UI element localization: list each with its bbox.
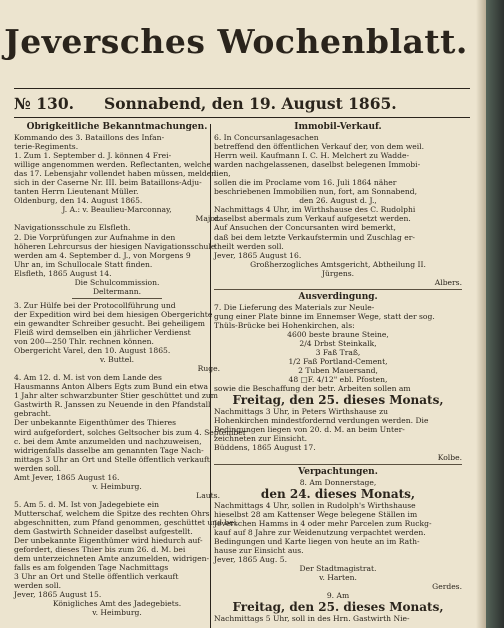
section-heading: Obrigkeitliche Bekanntmachungen. (26, 122, 208, 132)
text-line: Jever, 1865 August 15. (14, 590, 102, 600)
section-heading: Immobil-Verkauf. (294, 122, 382, 132)
text-line: 1. Zum 1. September d. J. können 4 Frei- (14, 151, 172, 161)
section-heading: Ausverdingung. (298, 291, 378, 302)
text-line: daselbst abermals zum Verkauf aufgesetzt werden. (214, 214, 411, 224)
section-heading: Verpachtungen. (298, 466, 378, 477)
text-line: Hohenkirchen mindestfordernd verdungen werden. Die (214, 416, 429, 426)
text-line: Obergericht Varel, den 10. August 1865. (14, 346, 171, 356)
text-line: Deltermann. (92, 286, 142, 296)
date-highlight: Freitag, den 25. dieses Monats, (232, 393, 444, 408)
text-line: 3 Uhr an Ort und Stelle öffentlich verkauft (14, 572, 179, 582)
text-line: Hausmanns Anton Albers Egts zum Bund ein etwa (14, 382, 208, 392)
text-line: Der unbekannte Eigenthümer wird hiedurch auf- (14, 536, 203, 546)
text-line: gung einer Plate binne im Ennemser Wege, statt der sog. (214, 311, 435, 321)
date-highlight: Freitag, den 25. dieses Monats, (232, 600, 444, 615)
text-line: Gerdes. (432, 582, 462, 592)
text-line: Nachmittags 5 Uhr, soll in des Hrn. Gastwirth Nie- (214, 614, 410, 624)
text-line: Der Stadtmagistrat. (299, 563, 377, 573)
text-line: werden soll. (14, 463, 62, 473)
text-line: gebracht. (14, 409, 51, 419)
text-line: Nachmittags 4 Uhr, sollen in Rudolph's Wirthshause (214, 500, 416, 510)
text-line: wird aufgefordert, solches Geltsocher bis zum 4. September (14, 427, 247, 437)
text-line: Thüls-Brücke bei Hohenkirchen, als: (214, 320, 355, 330)
text-line: Lauts. (196, 490, 220, 500)
text-line: v. Heimburg. (92, 608, 142, 618)
text-line: Navigationsschule zu Elsfleth. (14, 223, 131, 233)
text-line: Mutterschaf, welchem die Spitze des rechten Ohrs (14, 508, 210, 518)
text-line: Herrn weil. Kaufmann I. C. H. Melchert zu Wadde- (214, 151, 410, 161)
text-line: Jever, 1865 August 16. (214, 250, 302, 260)
text-line: Uhr an, im Schullocale Statt finden. (14, 259, 153, 269)
text-line: theilt werden soll. (214, 241, 284, 251)
text-line: tanten Herrn Lieutenant Müller. (14, 187, 139, 197)
text-line: widrigenfalls dasselbe am genannten Tage Nach- (14, 445, 204, 455)
text-line: 4. Am 12. d. M. ist von dem Lande des (14, 373, 162, 383)
masthead-title: Jeversches Wochenblatt. (4, 22, 468, 61)
text-line: dem Gastwirth Schneider daselbst aufgestellt. (14, 527, 193, 537)
text-line: kauf auf 8 Jahre zur Weidenutzung verpachtet werden. (214, 527, 426, 537)
page-edge-shadow (476, 0, 486, 628)
text-line: 3. Zur Hülfe bei der Protocollführung und (14, 300, 176, 310)
text-line: Major. (195, 214, 220, 224)
date-highlight: den 24. dieses Monats, (260, 486, 416, 501)
text-line: Nachmittags 4 Uhr, im Wirthshause des C. Rudolphi (214, 205, 416, 215)
text-line: Bedingungen und Karte liegen von heute an im Rath- (214, 536, 420, 546)
text-line: v. Harten. (319, 572, 357, 582)
text-line: sollen die im Proclame vom 16. Juli 1864 näher (214, 178, 397, 188)
text-line: terie-Regiments. (14, 142, 79, 152)
text-line: 48 □F. 4/12" ebl. Pfosten, (288, 375, 388, 385)
text-line: 2/4 Drbst Steinkalk, (299, 338, 377, 348)
right-column (214, 122, 462, 628)
text-line: Kommando des 3. Bataillons des Infan- (14, 133, 165, 142)
text-line: 1 Jahr alter schwarzbunter Stier geschüttet und zum (14, 391, 218, 401)
text-line: 5. Am 5. d. M. Ist von Jadegebiete ein (14, 499, 160, 509)
text-line: Jever, 1865 Aug. 5. (214, 554, 287, 564)
issue-number: № 130. (14, 94, 74, 113)
text-line: Die Schulcommission. (74, 277, 160, 287)
text-line: willige angenommen werden. Reflectanten, welche (14, 160, 211, 170)
text-line: v. Buttel. (99, 355, 135, 365)
text-line: Nachmittags 3 Uhr, in Peters Wirthshause zu (214, 407, 388, 417)
text-line: 2 Tuben Mauersand, (298, 366, 378, 376)
text-line: werden soll. (14, 581, 62, 591)
text-line: Königliches Amt des Jadegebiets. (52, 599, 182, 609)
text-line: Oldenburg, den 14. August 1865. (14, 196, 143, 206)
text-line: sich in der Caserne Nr. III. beim Bataillons-Adju- (14, 178, 202, 188)
text-line: Bedingungen liegen von 20. d. M. an beim Unter- (214, 425, 405, 435)
issue-date: Sonnabend, den 19. August 1865. (104, 94, 397, 113)
text-line: lien, (214, 169, 231, 179)
text-line: werden am 4. September d. J., von Morgens 9 (14, 250, 191, 260)
text-line: 9. Am (326, 591, 350, 601)
text-line: 3 Faß Traß, (315, 348, 361, 358)
text-line: von 200—250 Thlr. rechnen können. (14, 337, 154, 347)
text-line: Büddens, 1865 August 17. (214, 443, 316, 453)
text-line: abgeschnitten, zum Pfand genommen, geschüttet und bei (14, 517, 237, 527)
text-line: höheren Lehrcursus der hiesigen Navigationsschule (14, 241, 216, 251)
text-line: Der unbekannte Eigenthümer des Thieres (14, 418, 176, 428)
text-line: hieselbst 28 am Kattenser Wege belegene Ställen im (214, 509, 418, 519)
text-line: der Expedition wird bei dem hiesigen Obergerichte (14, 309, 213, 319)
text-line: 2. Die Vorprüfungen zur Aufnahme in den (14, 232, 176, 242)
text-line: beschriebenen Immobilien nun, fort, am Sonnabend, (214, 187, 418, 197)
text-line: daß bei dem letzte Verkaufstermin und Zuschlag er- (214, 232, 415, 242)
text-line: 7. Die Lieferung des Materials zur Neule- (214, 302, 375, 312)
text-line: den 26. August d. J., (299, 196, 377, 206)
text-line: Großherzogliches Amtsgericht, Abtheilung II. (250, 259, 426, 269)
text-line: 8. Am Donnerstage, (299, 477, 377, 487)
text-line: Albers. (434, 277, 462, 287)
text-line: hause zur Einsicht aus. (214, 545, 304, 555)
text-line: gefordert, dieses Thier bis zum 26. d. M. bei (14, 545, 186, 555)
section-separator (214, 289, 462, 290)
text-line: falls es am folgenden Tage Nachmittags (14, 563, 169, 573)
text-line: 4600 beste braune Steine, (287, 329, 389, 339)
dateline (14, 94, 470, 114)
text-line: sowie die Beschaffung der betr. Arbeiten sollen am (214, 384, 411, 394)
text-line: Jeverschen Hamms in 4 oder mehr Parcelen zum Ruckg- (214, 518, 432, 528)
text-line: betreffend den öffentlichen Verkauf der, von dem weil. (214, 142, 424, 152)
text-line: J. A.: v. Beaulieu-Marconnay, (62, 205, 172, 215)
text-line: ein gewandter Schreiber gesucht. Bei geheiligem (14, 318, 205, 328)
book-spine (484, 0, 504, 628)
section-separator (72, 298, 162, 299)
text-line: dem unterzeichneten Amte anzumelden, widrigen- (14, 554, 210, 564)
text-line: Elsfleth, 1865 August 14. (14, 268, 112, 278)
text-line: v. Heimburg. (92, 481, 142, 491)
text-line: zeichneten zur Einsicht. (214, 434, 308, 444)
text-line: 1/2 Faß Portland-Cement, (288, 357, 388, 367)
text-line: c. bei dem Amte anzumelden und nachzuweisen, (14, 436, 202, 446)
text-line: Gastwirth R. Janssen zu Neuende in den Pfandstall (14, 400, 211, 410)
text-line: Fleiß wird demselben ein jährlicher Verdienst (14, 327, 191, 337)
text-line: warden nachgelassenen, daselbst belegenen Immobi- (214, 160, 421, 170)
text-line: das 17. Lebensjahr vollendet haben müssen, melden (14, 169, 217, 179)
text-line: Amt Jever, 1865 August 16. (14, 472, 120, 482)
text-line: Jürgens. (321, 268, 355, 278)
section-separator (214, 464, 462, 465)
text-line: Auf Ansuchen der Concursanten wird bemerkt, (214, 223, 396, 233)
text-line: 6. In Concursanlagesachen (214, 133, 319, 142)
text-line: Ruge. (197, 364, 220, 374)
text-line: mittags 3 Uhr an Ort und Stelle öffentlich verkauft (14, 454, 210, 464)
masthead-rule-top (14, 88, 470, 89)
masthead-rule-bottom (14, 117, 470, 118)
text-line: Kolbe. (437, 452, 462, 462)
